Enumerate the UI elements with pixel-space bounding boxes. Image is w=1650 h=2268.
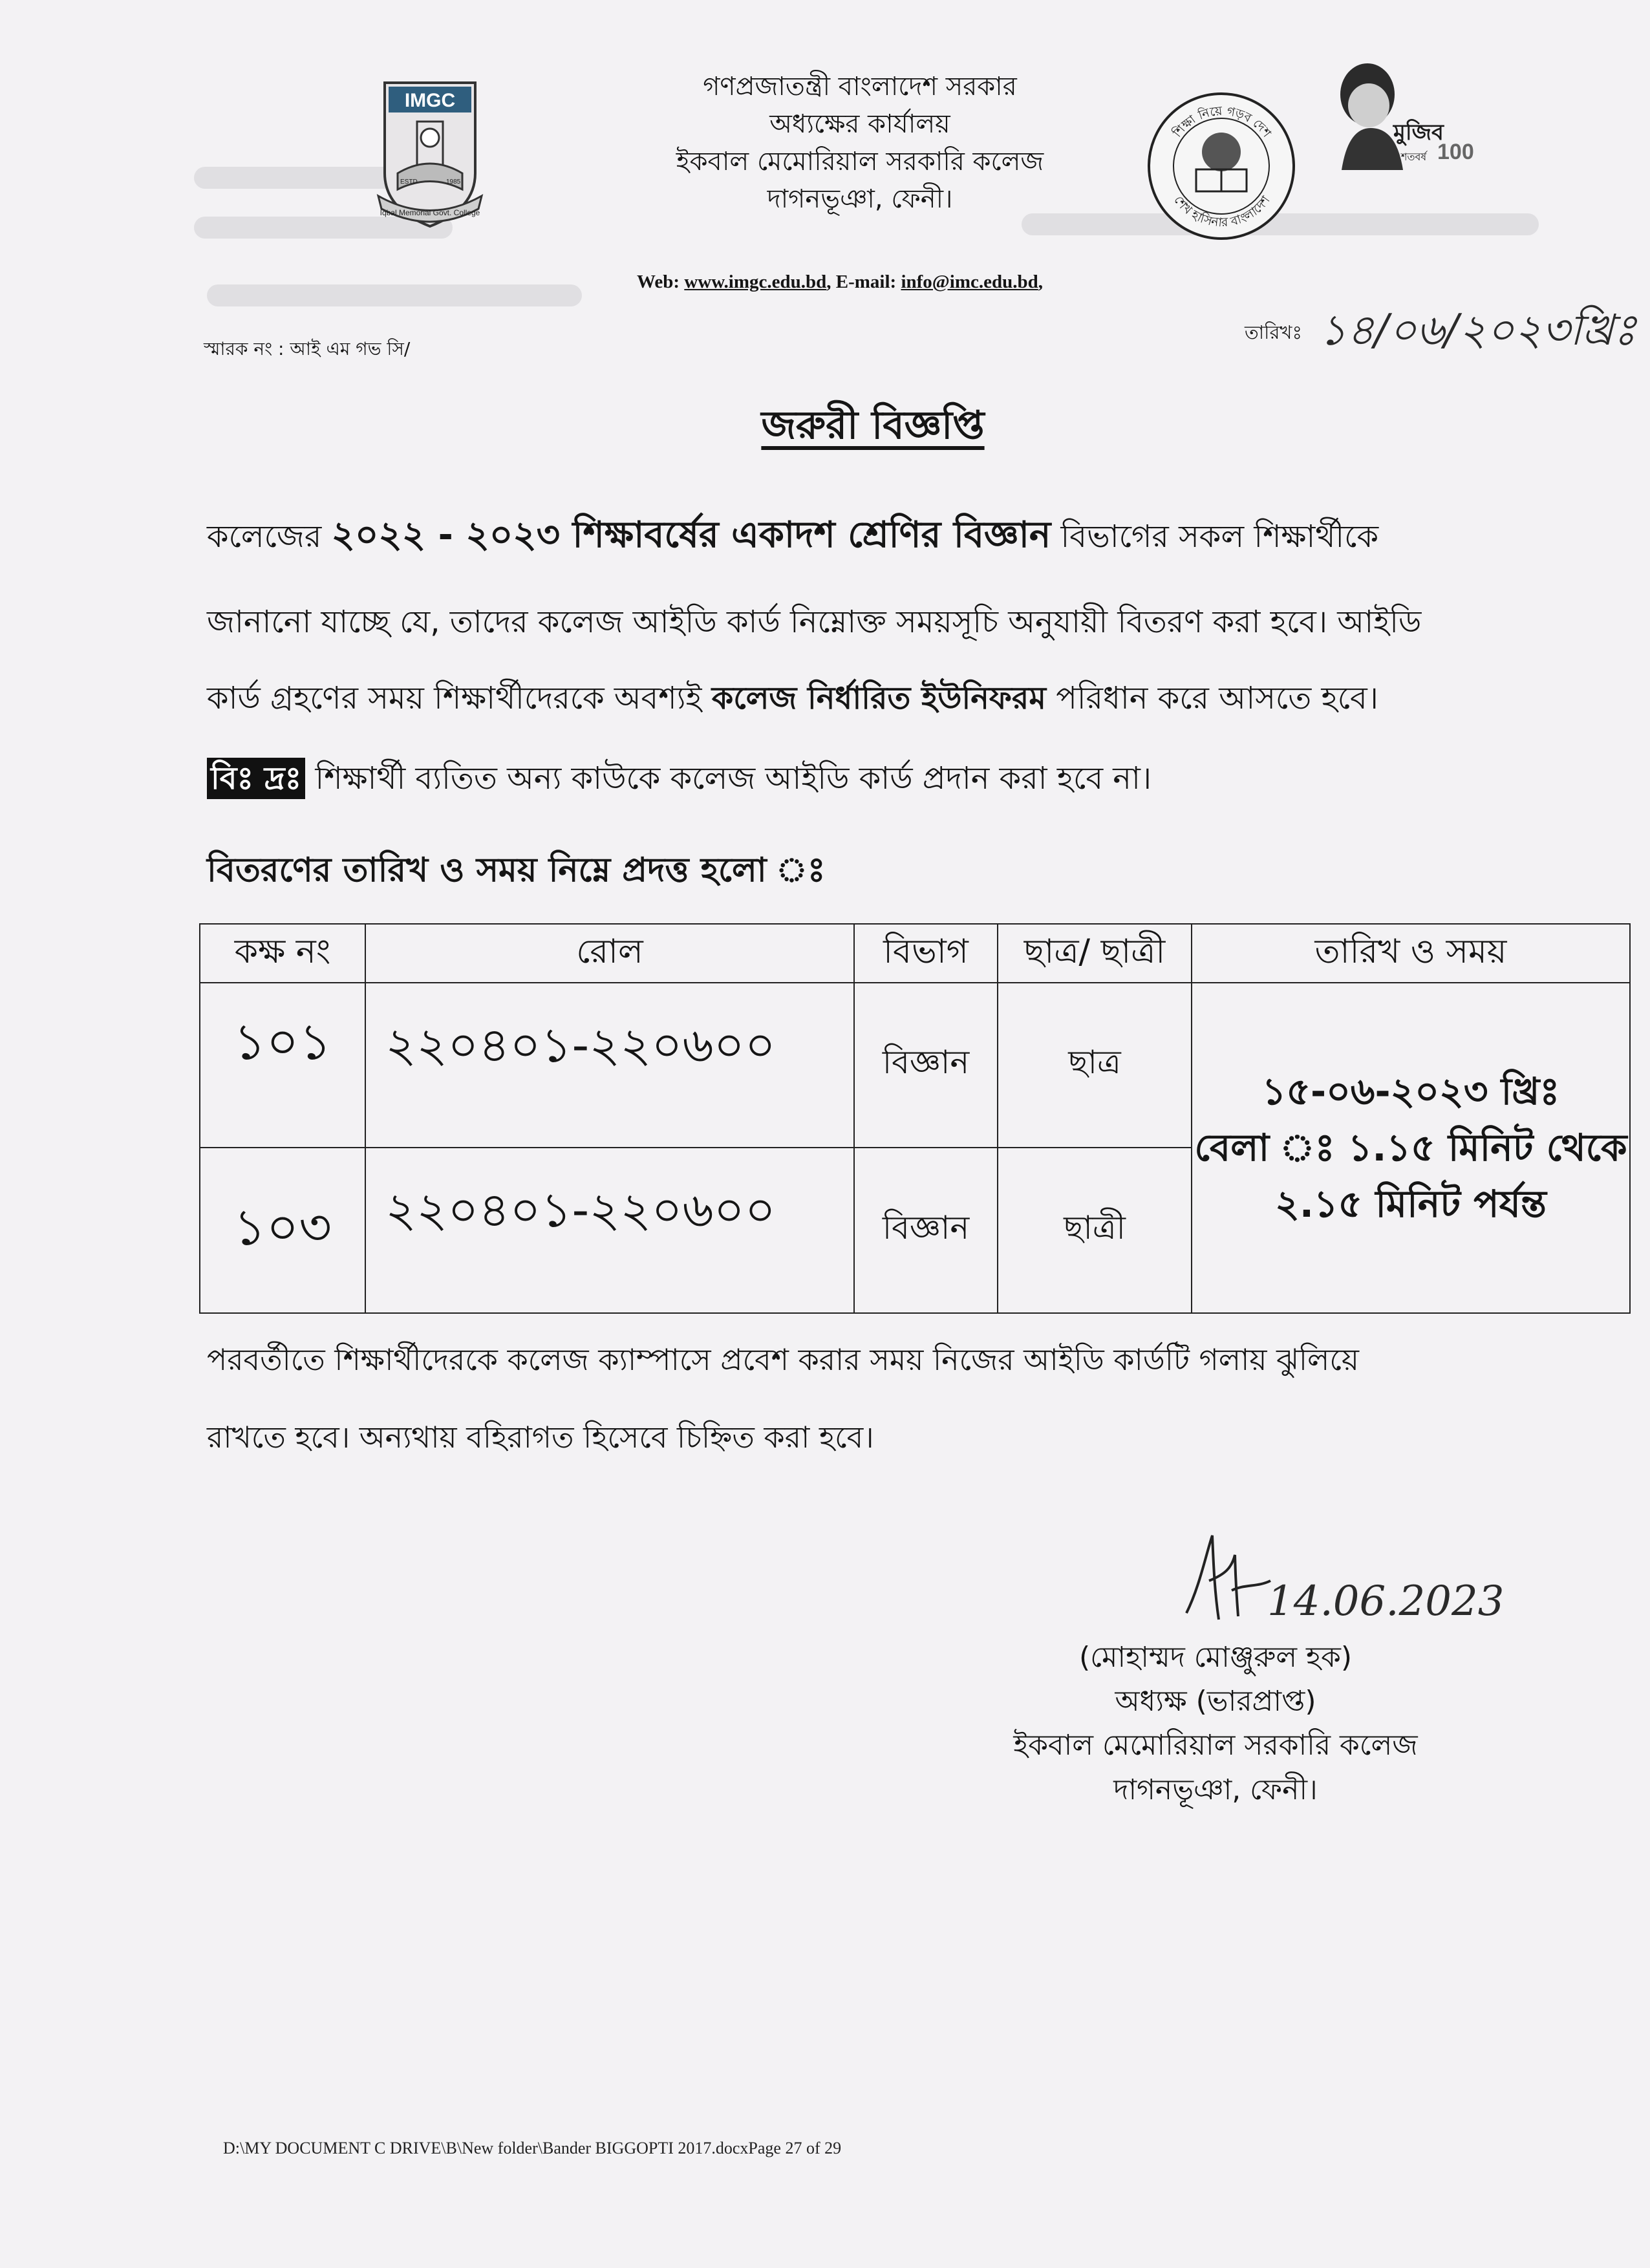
department: বিজ্ঞান	[854, 1148, 998, 1313]
note-line: বিঃ দ্রঃ শিক্ষার্থী ব্যতিত অন্য কাউকে কলেজ আইডি কার্ড প্রদান করা হবে না।	[207, 763, 1552, 794]
signatory-name: (মোহাম্মদ মোঞ্জুরুল হক)	[1078, 1641, 1353, 1674]
distribution-date-time	[1192, 983, 1630, 1313]
schedule-table	[199, 923, 1631, 1314]
closing-paragraph-1: পরবর্তীতে শিক্ষার্থীদেরকে কলেজ ক্যাম্পাসে প্রবেশ করার সময় নিজের আইডি কার্ডটি গলায় ঝুলিয়ে	[207, 1342, 1359, 1377]
logo-ribbon: Iqbal Memorial Govt. College	[380, 208, 480, 217]
mujib-centenary-logo	[1329, 57, 1474, 170]
notice-title: জরুরী বিজ্ঞপ্তি	[761, 403, 985, 448]
uniform-highlight: কলেজ নির্ধারিত ইউনিফরম	[711, 680, 1046, 716]
distribution-date: ১৫-০৬-২০২৩ খ্রিঃ	[1261, 1069, 1560, 1113]
header-gender: ছাত্র/ ছাত্রী	[998, 924, 1192, 983]
distribution-time-start: বেলা ঃ ১.১৫ মিনিট থেকে	[1194, 1125, 1627, 1170]
body-paragraph-1: কলেজের ২০২২ - ২০২৩ শিক্ষাবর্ষের একাদশ শ্রেণির বিজ্ঞান বিভাগের সকল শিক্ষার্থীকে	[207, 514, 1379, 556]
room-number: ১০৩	[200, 1148, 365, 1313]
date-label: তারিখঃ	[1245, 321, 1302, 343]
gender: ছাত্রী	[998, 1148, 1192, 1313]
college-logo	[372, 76, 488, 231]
header-date-time: তারিখ ও সময়	[1192, 924, 1630, 983]
email-link[interactable]: info@imc.edu.bd	[901, 272, 1038, 292]
table-header-row	[200, 924, 1630, 983]
header-line-government: গণপ্রজাতন্ত্রী বাংলাদেশ সরকার	[703, 72, 1017, 102]
file-path-footer: D:\MY DOCUMENT C DRIVE\B\New folder\Bander BIGGOPTI 2017.docxPage 27 of 29	[223, 2139, 842, 2157]
signatory-title: অধ্যক্ষ (ভারপ্রাপ্ত)	[1115, 1685, 1316, 1718]
header-department: বিভাগ	[854, 924, 998, 983]
header-line-college: ইকবাল মেমোরিয়াল সরকারি কলেজ	[676, 147, 1044, 177]
signature-date: 14.06.2023	[1267, 1578, 1505, 1625]
signatory-place: দাগনভূঞা, ফেনী।	[1113, 1773, 1318, 1806]
table-row	[200, 983, 1630, 1148]
signatory-block	[983, 1636, 1448, 1812]
seal-text-bottom: শেখ হাসিনার বাংলাদেশ	[1171, 193, 1273, 230]
room-number: ১০১	[200, 983, 365, 1148]
header-roll: রোল	[365, 924, 854, 983]
schedule-heading: বিতরণের তারিখ ও সময় নিম্নে প্রদত্ত হলো ঃ	[207, 851, 826, 890]
department: বিজ্ঞান	[854, 983, 998, 1148]
signatory-college: ইকবাল মেমোরিয়াল সরকারি কলেজ	[1013, 1729, 1418, 1762]
education-seal	[1146, 91, 1298, 242]
roll-range: ২২০৪০১-২২০৬০০	[365, 983, 854, 1148]
website-link[interactable]: www.imgc.edu.bd	[684, 272, 827, 292]
roll-range: ২২০৪০১-২২০৬০০	[365, 1148, 854, 1313]
header-room: কক্ষ নং	[200, 924, 365, 983]
gender: ছাত্র	[998, 983, 1192, 1148]
seal-text-top: শিক্ষা নিয়ে গড়ব দেশ	[1170, 103, 1274, 140]
note-label: বিঃ দ্রঃ	[207, 758, 305, 799]
header-block	[608, 68, 1112, 218]
mujib-sub: শতবর্ষ	[1401, 151, 1427, 163]
logo-text: IMGC	[404, 90, 456, 111]
body-paragraph-3: কার্ড গ্রহণের সময় শিক্ষার্থীদেরকে অবশ্যই কলেজ নির্ধারিত ইউনিফরম পরিধান করে আসতে হবে।	[207, 680, 1378, 716]
web-label: Web:	[637, 272, 680, 292]
logo-estd: ESTD	[400, 178, 418, 186]
distribution-time-end: ২.১৫ মিনিট পর্যন্ত	[1275, 1181, 1547, 1226]
memo-number: স্মারক নং : আই এম গভ সি/	[204, 338, 411, 359]
mujib-num: 100	[1437, 140, 1474, 164]
header-line-place: দাগনভূঞা, ফেনী।	[767, 184, 953, 214]
body-paragraph-2: জানানো যাচ্ছে যে, তাদের কলেজ আইডি কার্ড নিম্নোক্ত সময়সূচি অনুযায়ী বিতরণ করা হবে। আইডি	[207, 604, 1422, 640]
academic-year-highlight: ২০২২ - ২০২৩ শিক্ষাবর্ষের একাদশ শ্রেণির বিজ্ঞান	[331, 514, 1051, 556]
logo-year: 1985	[446, 178, 461, 186]
closing-paragraph-2: রাখতে হবে। অন্যথায় বহিরাগত হিসেবে চিহ্নিত করা হবে।	[207, 1420, 874, 1455]
header-line-office: অধ্যক্ষের কার্যালয়	[769, 109, 950, 139]
mujib-text: মুজিব	[1393, 120, 1444, 145]
email-label: , E-mail:	[826, 272, 897, 292]
header-contact: Web: www.imgc.edu.bd, E-mail: info@imc.edu.bd,	[637, 272, 1043, 292]
bleed-through-4	[207, 284, 582, 306]
handwritten-date: ১৪/০৬/২০২৩খ্রিঃ	[1319, 305, 1636, 355]
